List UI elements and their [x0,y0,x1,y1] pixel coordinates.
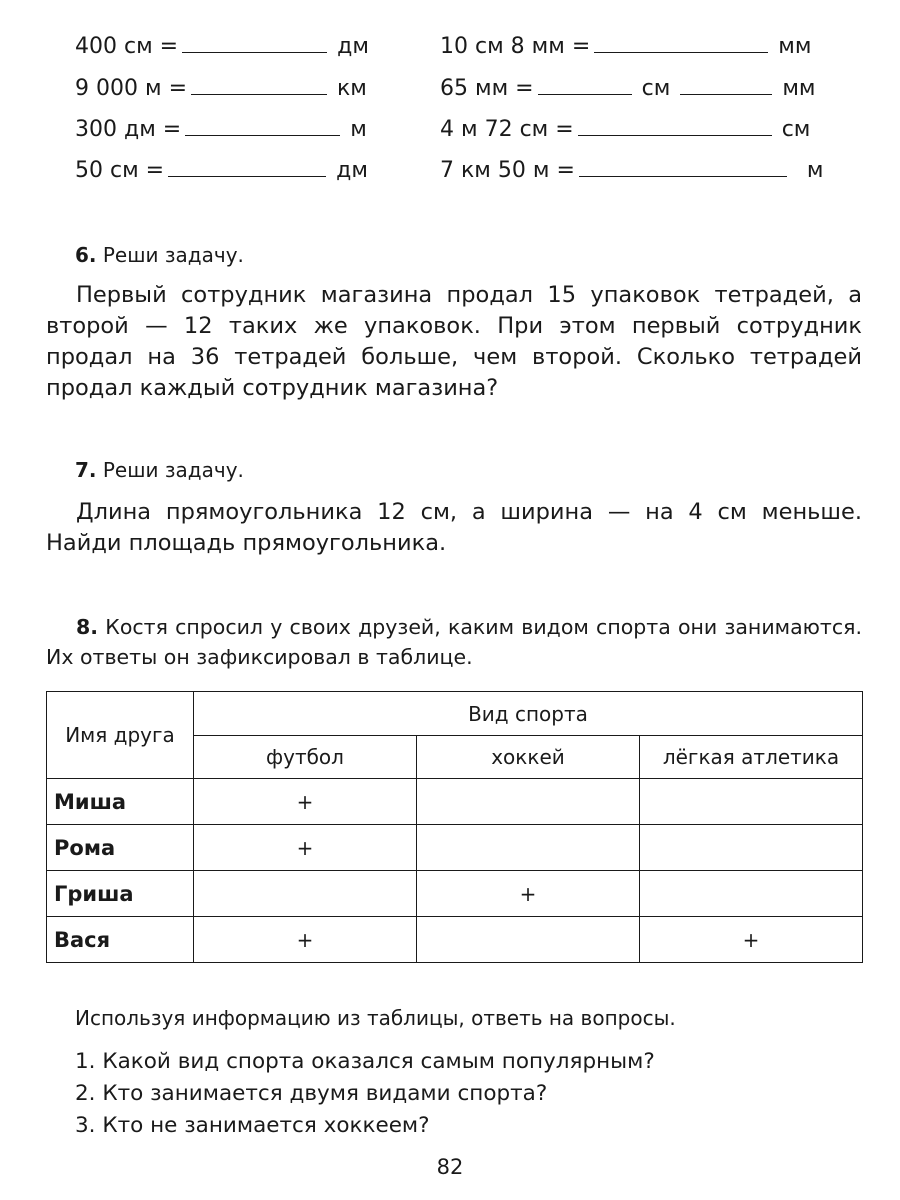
conversion-right-3 [440,117,810,142]
conversion-unit: м [806,158,824,183]
table-cell: + [194,779,417,825]
conversion-left-1 [75,34,369,59]
friend-name: Гриша [47,871,194,917]
name-column-header: Имя друга [47,692,194,779]
conversion-expr: 7 км 50 м = [440,158,575,183]
conversion-left-2 [75,76,367,101]
question-list [75,1046,655,1142]
conversion-right-1 [440,34,812,59]
table-row [47,825,863,871]
conversion-expr: 10 см 8 мм = [440,34,591,59]
task7-heading [75,458,244,482]
task6-text: Первый сотрудник магазина продал 15 упаковок тетрадей, а второй — 12 таких же упаковок. При этом первый сотрудник продал на 36 тетрадей больше, чем второй. Сколько тетрадей продал каждый сотрудник магазина? [46,282,862,401]
table-row [47,917,863,963]
sports-table [46,691,863,963]
table-cell: + [640,917,863,963]
conversion-left-4 [75,158,368,183]
task8-text: Костя спросил у своих друзей, каким видом спорта они занимаются. Их ответы он зафиксировал в таблице. [46,615,862,669]
friend-name: Рома [47,825,194,871]
answer-blank[interactable] [185,121,340,136]
conversion-mid-unit: см [641,76,671,101]
sport-header-football: футбол [194,736,417,779]
conversion-expr: 65 мм = [440,76,534,101]
answer-blank[interactable] [191,80,327,95]
conversion-expr: 300 дм = [75,117,182,142]
task-instruction: Реши задачу. [102,458,244,482]
task6-heading [75,243,244,267]
sport-header-hockey: хоккей [417,736,640,779]
task8-intro [46,612,862,672]
conversion-expr: 4 м 72 см = [440,117,574,142]
table-header-row [47,692,863,736]
task-number: 8. [76,615,99,639]
table-cell: + [194,825,417,871]
conversion-left-3 [75,117,367,142]
conversion-unit: мм [782,76,816,101]
task-number: 6. [75,243,97,267]
questions-prompt: Используя информацию из таблицы, ответь на вопросы. [75,1006,676,1030]
answer-blank[interactable] [182,38,327,53]
answer-blank[interactable] [168,162,326,177]
table-cell [417,825,640,871]
sport-header-athletics: лёгкая атлетика [640,736,863,779]
answer-blank[interactable] [594,38,768,53]
table-cell [417,917,640,963]
table-cell [640,779,863,825]
table-cell [417,779,640,825]
conversion-unit: дм [337,34,369,59]
conversion-unit: м [350,117,367,142]
table-cell [640,871,863,917]
sport-group-header: Вид спорта [194,692,863,736]
question-item: 2. Кто занимается двумя видами спорта? [75,1081,548,1106]
conversion-right-2 [440,76,816,101]
conversion-unit: км [337,76,367,101]
conversion-right-4 [440,158,824,183]
conversion-unit: см [781,117,811,142]
task-number: 7. [75,458,97,482]
answer-blank[interactable] [538,80,632,95]
page-number: 82 [436,1155,464,1179]
conversion-unit: дм [336,158,368,183]
answer-blank[interactable] [579,162,787,177]
question-item: 3. Кто не занимается хоккеем? [75,1113,430,1138]
friend-name: Миша [47,779,194,825]
table-row [47,871,863,917]
answer-blank[interactable] [680,80,772,95]
table-cell: + [417,871,640,917]
answer-blank[interactable] [578,121,772,136]
table-cell [640,825,863,871]
conversion-expr: 9 000 м = [75,76,187,101]
table-row [47,779,863,825]
table-cell: + [194,917,417,963]
conversion-expr: 50 см = [75,158,165,183]
task7-text: Длина прямоугольника 12 см, а ширина — на 4 см меньше. Найди площадь прямоугольника. [46,499,862,556]
task-instruction: Реши задачу. [102,243,244,267]
question-item: 1. Какой вид спорта оказался самым популярным? [75,1049,655,1074]
table-cell [194,871,417,917]
conversion-expr: 400 см = [75,34,179,59]
friend-name: Вася [47,917,194,963]
conversion-unit: мм [778,34,812,59]
